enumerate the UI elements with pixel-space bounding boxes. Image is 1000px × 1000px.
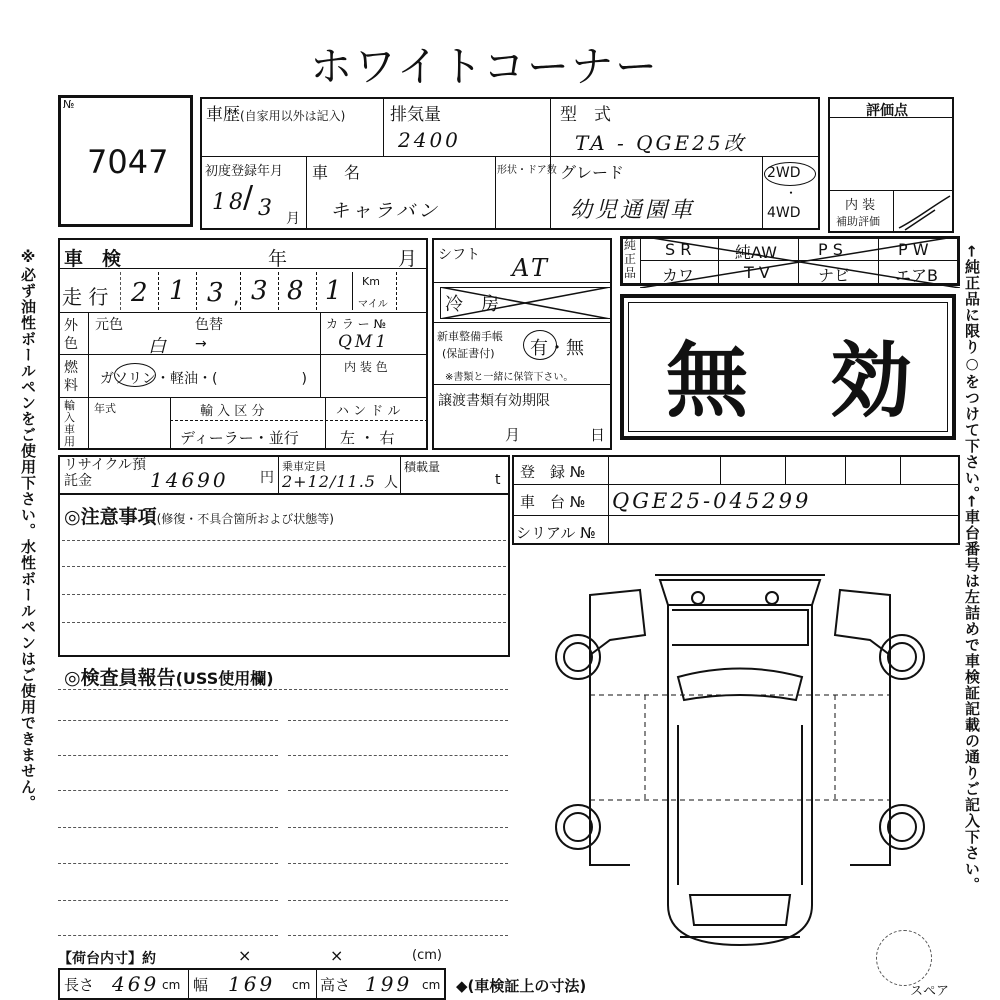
interior-label: 内 装 [845,198,876,213]
handle-label: ハ ン ド ル [336,404,401,419]
maintenance-label: 新車整備手帳 [437,330,503,343]
first-reg-label: 初度登録年月 [205,164,284,179]
recycle-unit: 円 [260,470,274,486]
genuine-pw: P W [898,240,929,259]
cargo-unit: (cm) [412,948,442,963]
maintenance-value: 有・無 [530,338,584,359]
lot-number: 7047 [87,143,169,181]
drive-2wd-circle [764,162,816,186]
chassis-value: QGE25-045299 [612,489,812,513]
interior-sub-label: 補助評価 [836,215,880,228]
width-unit: cm [292,978,311,992]
recycle-value: 14690 [150,468,229,492]
notes-label: ◎注意事項(修復・不具合箇所および状態等) [64,506,334,528]
width-label: 幅 [193,976,209,994]
capacity-value: 2+12/11.5 [282,472,376,491]
color-no-label: カ ラ ー № [326,317,386,331]
chassis-label: 車 台 № [520,493,586,511]
left-margin-note: ※必ず油性ボールペンをご使用下さい。水性ボールペンはご使用できません。 [19,248,37,811]
grade-value: 幼児通園車 [570,198,696,223]
shaken-year-unit: 年 [268,248,288,270]
import-category-label: 輸 入 区 分 [200,404,265,419]
fuel-selected-circle [114,363,156,387]
rating-label: 評価点 [866,103,908,119]
handle-value: 左 ・ 右 [340,429,395,447]
capacity-label: 乗車定員 [282,460,326,473]
history-label: 車歴(自家用以外は記入) [206,105,346,125]
first-reg-month: 3 [258,196,275,221]
model-label: 型 式 [560,105,611,125]
height-value: 199 [365,972,413,996]
cargo-x2: × [330,946,344,965]
height-label: 高さ [320,976,351,994]
mileage-digit-2: 1 [169,276,189,306]
first-reg-year: 18 [212,190,246,215]
genuine-sr: S R [665,240,692,259]
body-doors-label: 形状・ドア数 [497,165,557,176]
mileage-label: 走 行 [62,285,109,309]
length-label: 長さ [64,976,95,994]
dims-note: ◆(車検証上の寸法) [456,977,587,995]
color-no-value: QM1 [338,332,390,352]
exterior-change-value: → [195,336,207,352]
mileage-digit-5: 8 [287,276,307,306]
mileage-digit-3: 3 [207,278,227,308]
import-category-value: ディーラー・並行 [180,429,299,447]
spare-label: スペア [910,984,950,999]
genuine-navi: ナビ [818,266,851,285]
maintenance-note: ※書類と一緒に保管下さい。 [445,372,574,383]
fuel-side-label: 燃料 [64,360,78,394]
invalid-stamp [620,294,956,440]
lot-number-box [58,95,193,227]
genuine-airbag: エアB [895,266,938,285]
no-label: № [63,98,75,111]
transfer-label: 譲渡書類有効期限 [438,393,550,409]
length-value: 469 [112,972,160,996]
car-diagram [550,565,930,950]
shaken-label: 車 検 [64,248,122,270]
transfer-day: 日 [590,426,606,444]
drive-separator: ・ [785,186,798,200]
mileage-unit-mile: マイル [358,299,388,310]
recycle-label: リサイクル預託金 [64,457,147,489]
aircon-label: 冷 房 [445,294,499,315]
drive-2wd: 2WD [767,165,801,181]
import-year-label: 年式 [94,402,116,415]
genuine-aw: 純AW [735,243,777,262]
grade-label: グレード [560,163,625,182]
shift-value: AT [512,254,551,282]
shaken-month-unit: 月 [398,248,418,270]
fuel-text: ガソリン・軽油・( ) [100,371,307,387]
mileage-digit-4: 3 [251,276,271,306]
page-title: ホワイトコーナー [310,42,660,91]
serial-label: シリアル № [516,524,596,542]
inspector-label: ◎検査員報告(USS使用欄) [64,667,274,689]
transfer-month: 月 [505,426,521,444]
exterior-side-label: 外色 [64,318,78,352]
spare-circle [876,930,932,986]
registration-label: 登 録 № [520,463,586,481]
length-unit: cm [162,978,181,992]
exterior-color-value: 白 [148,336,169,357]
rating-scribble [895,190,955,234]
maintenance-sub: (保証書付) [442,347,495,360]
displacement-value: 2400 [398,128,461,152]
drive-4wd: 4WD [767,205,801,221]
mileage-digits: 2 1 3 , 3 8 1 [120,272,353,310]
height-unit: cm [422,978,441,992]
car-name-value: キャラバン [330,200,441,222]
mileage-digit-1: 2 [131,278,151,308]
load-unit: t [495,472,501,488]
cargo-x1: × [238,946,252,965]
genuine-kawa: カワ [662,266,695,285]
exterior-color-label: 元色 [95,317,123,333]
mileage-unit-km: Km [362,275,380,288]
shift-label: シフト [438,247,480,263]
mileage-digit-6: 1 [325,276,345,306]
cargo-label: 【荷台内寸】約 [58,951,156,967]
capacity-unit: 人 [384,475,398,491]
genuine-side-label: 純正品 [624,238,637,280]
width-value: 169 [228,972,276,996]
car-name-label: 車 名 [312,163,361,182]
genuine-tv: T V [744,263,770,282]
genuine-cross [640,236,960,288]
load-label: 積載量 [404,460,441,474]
right-margin-note-chassis: ←車台番号は左詰めで車検証記載の通りご記入下さい。 [963,495,981,893]
first-reg-slash: / [243,180,254,215]
first-reg-month-unit: 月 [286,211,300,227]
displacement-label: 排気量 [390,105,441,125]
invalid-text: 無 効 [666,334,913,429]
maintenance-selected-circle [523,330,557,360]
genuine-ps: P S [818,240,843,259]
right-margin-note-genuine: ←純正品に限り○をつけて下さい。 [963,245,981,502]
import-side-label: 輸入車用 [64,399,75,448]
exterior-change-label: 色替 [195,317,223,333]
interior-color-label: 内 装 色 [344,360,388,374]
aircon-cross [440,287,610,319]
model-value: TA - QGE25改 [575,131,747,155]
